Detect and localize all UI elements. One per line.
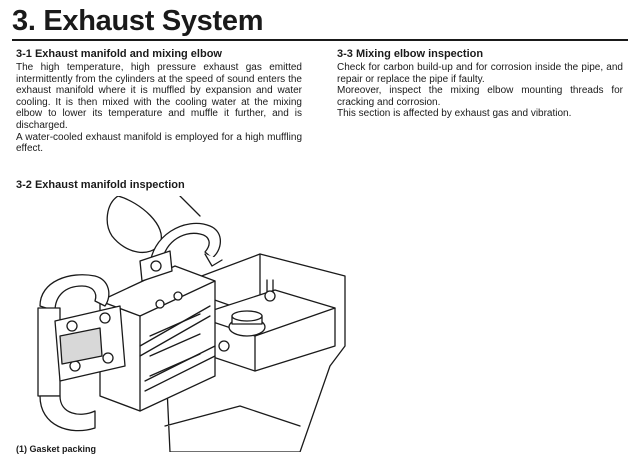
section-3-1 — [16, 48, 302, 155]
bolt — [265, 291, 275, 301]
section-3-1-paragraph-2: A water-cooled exhaust manifold is employed for a high muffling effect. — [16, 131, 302, 155]
exhaust-manifold-illustration — [0, 196, 640, 452]
mixing-elbow — [40, 275, 109, 311]
figure-caption: (1) Gasket packing — [16, 444, 97, 454]
section-3-3 — [337, 48, 623, 120]
section-3-3-paragraph-2: Moreover, inspect the mixing elbow mounting threads for cracking and corrosion. — [337, 85, 623, 108]
section-3-3-paragraph-3: This section is affected by exhaust gas and vibration. — [337, 108, 572, 120]
section-3-3-paragraph-1: Check for carbon build-up and for corrosion inside the pipe, and repair or replace the pipe if faulty. — [337, 62, 623, 85]
bolt — [219, 341, 229, 351]
page-title: 3. Exhaust System — [12, 5, 264, 37]
section-3-2-heading: 3-2 Exhaust manifold inspection — [16, 179, 185, 191]
title-rule — [12, 39, 628, 41]
section-3-1-heading: 3-1 Exhaust manifold and mixing elbow — [16, 48, 222, 60]
section-3-1-paragraph-1: The high temperature, high pressure exhaust gas emitted intermittently from the cylinders at the speed of sound enters the exhaust manifold where it is muffled by expansion and water cooling. It is then mixed with the cooling water at the mixing elbow to lower its temperature and muffle it further, and is discharged. — [16, 62, 302, 131]
hand-outline — [107, 196, 161, 252]
section-3-3-heading: 3-3 Mixing elbow inspection — [337, 48, 484, 60]
